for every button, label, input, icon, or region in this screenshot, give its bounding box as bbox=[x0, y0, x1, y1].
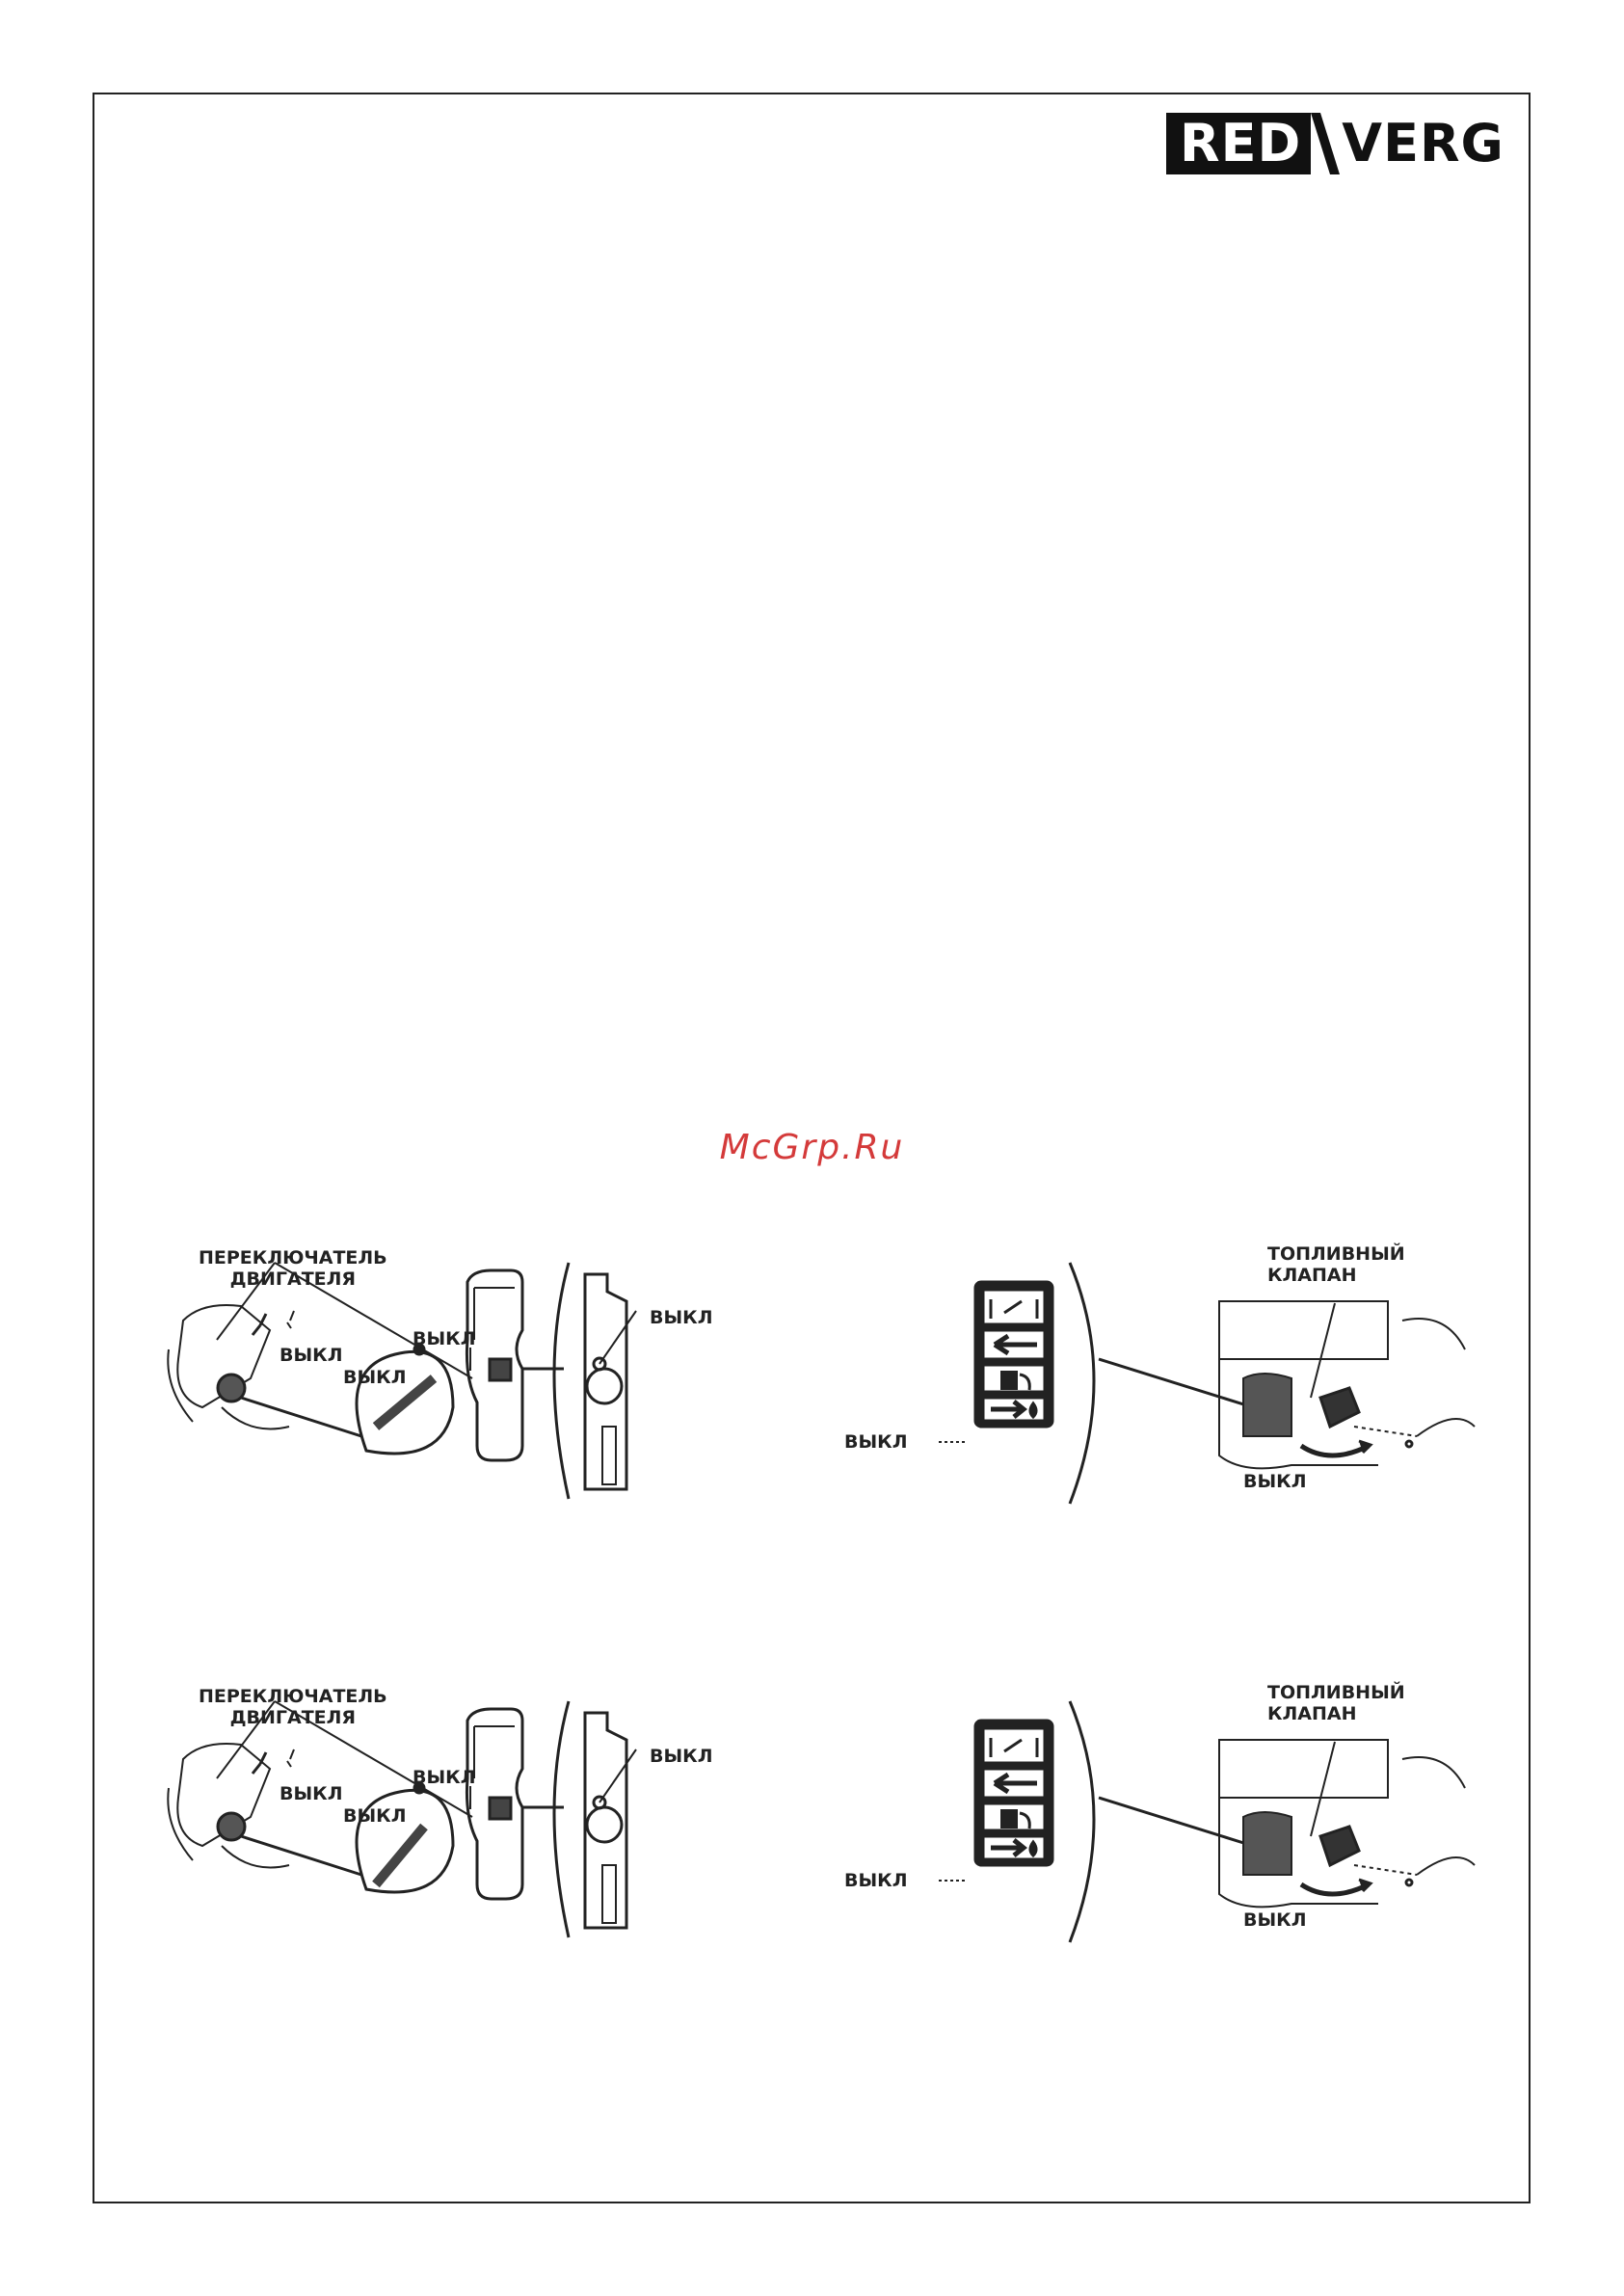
off-label-right: ВЫКЛ bbox=[650, 1307, 713, 1328]
off-label-dial: ВЫКЛ bbox=[343, 1805, 407, 1827]
off-label-left: ВЫКЛ bbox=[844, 1870, 908, 1891]
off-label-dial: ВЫКЛ bbox=[343, 1367, 407, 1388]
off-label-bottom: ВЫКЛ bbox=[1243, 1909, 1307, 1931]
logo-slash-icon bbox=[1311, 113, 1340, 174]
fuel-valve-figure-bottom bbox=[839, 1682, 1475, 1971]
off-label-bottom: ВЫКЛ bbox=[1243, 1471, 1307, 1492]
engine-switch-label-line1: ПЕРЕКЛЮЧАТЕЛЬ bbox=[199, 1247, 387, 1268]
fuel-valve-figure-top bbox=[839, 1243, 1475, 1533]
off-label-switch: ВЫКЛ bbox=[280, 1783, 343, 1804]
fuel-valve-label-line1: ТОПЛИВНЫЙ bbox=[1267, 1243, 1405, 1265]
fuel-valve-label bbox=[1267, 1243, 1405, 1286]
engine-switch-label-line2: ДВИГАТЕЛЯ bbox=[229, 1268, 357, 1290]
fuel-valve-label-line2: КЛАПАН bbox=[1267, 1703, 1357, 1724]
off-label-panel: ВЫКЛ bbox=[413, 1767, 476, 1788]
off-label-switch: ВЫКЛ bbox=[280, 1345, 343, 1366]
fuel-valve-label bbox=[1267, 1682, 1405, 1724]
watermark: McGrp.Ru bbox=[719, 1128, 905, 1167]
engine-switch-label-line2: ДВИГАТЕЛЯ bbox=[229, 1707, 357, 1728]
fuel-valve-label-line1: ТОПЛИВНЫЙ bbox=[1267, 1682, 1405, 1703]
redverg-logo bbox=[1166, 113, 1504, 174]
engine-switch-figure-top bbox=[164, 1243, 742, 1513]
logo-red-part: RED bbox=[1166, 113, 1311, 174]
off-label-panel: ВЫКЛ bbox=[413, 1328, 476, 1349]
off-label-left: ВЫКЛ bbox=[844, 1431, 908, 1453]
engine-switch-label bbox=[199, 1247, 387, 1290]
off-label-right: ВЫКЛ bbox=[650, 1746, 713, 1767]
engine-switch-label bbox=[199, 1686, 387, 1728]
fuel-valve-label-line2: КЛАПАН bbox=[1267, 1265, 1357, 1286]
fuel-valve-illustration bbox=[839, 1243, 1475, 1533]
fuel-valve-illustration bbox=[839, 1682, 1475, 1971]
logo-verg-part: VERG bbox=[1342, 113, 1504, 174]
engine-switch-figure-bottom bbox=[164, 1682, 742, 1952]
engine-switch-label-line1: ПЕРЕКЛЮЧАТЕЛЬ bbox=[199, 1686, 387, 1707]
